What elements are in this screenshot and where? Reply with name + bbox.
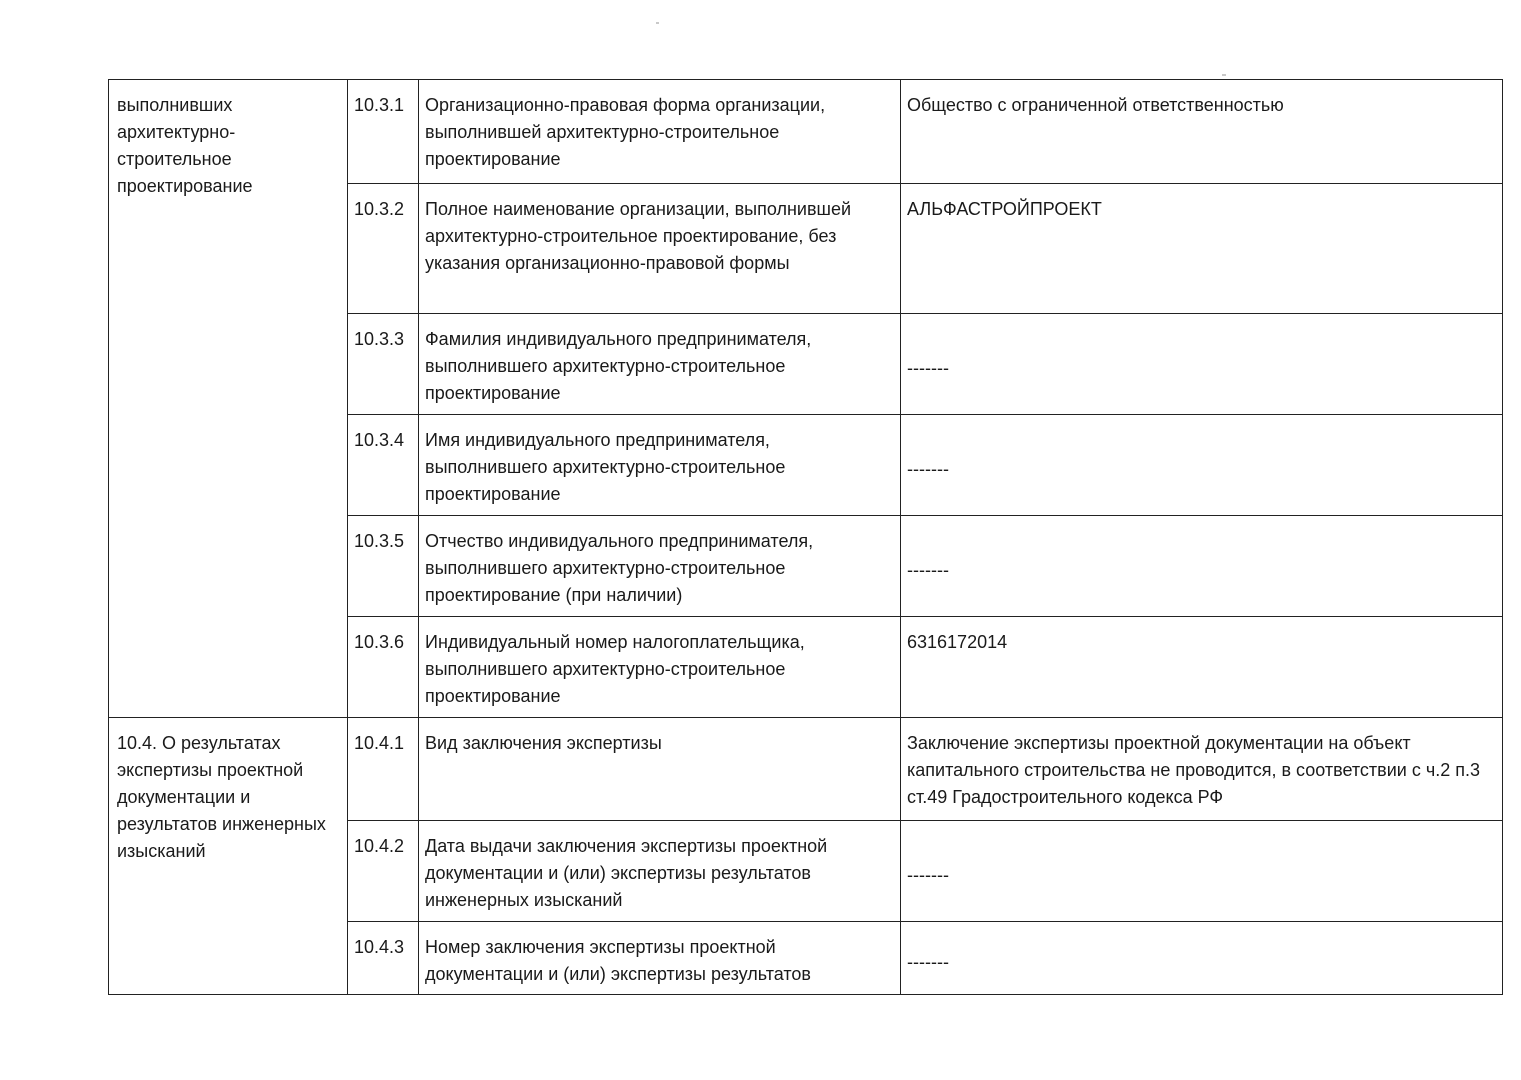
scan-artifact-top [656, 22, 659, 24]
row-value: АЛЬФАСТРОЙПРОЕКТ [901, 184, 1503, 314]
row-label: Отчество индивидуального предпринимателя, выполнившего архитектурно-строительное проектирование (при наличии) [419, 516, 901, 617]
scan-artifact-right [1222, 74, 1226, 76]
row-value: ------- [901, 821, 1503, 922]
row-number: 10.4.1 [348, 718, 419, 821]
row-number: 10.3.6 [348, 617, 419, 718]
row-value: ------- [901, 922, 1503, 995]
row-value: ------- [901, 415, 1503, 516]
table-row [109, 80, 1503, 184]
row-label: Вид заключения экспертизы [419, 718, 901, 821]
document-table [108, 79, 1503, 995]
row-number: 10.3.3 [348, 314, 419, 415]
section-cell: выполнивших архитектурно-строительное проектирование [109, 80, 348, 718]
row-label: Номер заключения экспертизы проектной документации и (или) экспертизы результатов [419, 922, 901, 995]
row-value: Общество с ограниченной ответственностью [901, 80, 1503, 184]
row-number: 10.3.1 [348, 80, 419, 184]
row-number: 10.3.2 [348, 184, 419, 314]
row-label: Полное наименование организации, выполнившей архитектурно-строительное проектирование, без указания организационно-правовой формы [419, 184, 901, 314]
table-row [109, 718, 1503, 821]
row-value: ------- [901, 516, 1503, 617]
row-label: Фамилия индивидуального предпринимателя, выполнившего архитектурно-строительное проектирование [419, 314, 901, 415]
row-number: 10.4.3 [348, 922, 419, 995]
row-label: Дата выдачи заключения экспертизы проектной документации и (или) экспертизы результатов инженерных изысканий [419, 821, 901, 922]
row-label: Индивидуальный номер налогоплательщика, выполнившего архитектурно-строительное проектирование [419, 617, 901, 718]
row-number: 10.4.2 [348, 821, 419, 922]
row-value: ------- [901, 314, 1503, 415]
row-label: Организационно-правовая форма организации, выполнившей архитектурно-строительное проектирование [419, 80, 901, 184]
row-value: Заключение экспертизы проектной документации на объект капитального строительства не проводится, в соответствии с ч.2 п.3 ст.49 Градостроительного кодекса РФ [901, 718, 1503, 821]
section-cell: 10.4. О результатах экспертизы проектной документации и результатов инженерных изысканий [109, 718, 348, 995]
row-number: 10.3.5 [348, 516, 419, 617]
row-label: Имя индивидуального предпринимателя, выполнившего архитектурно-строительное проектирование [419, 415, 901, 516]
row-value: 6316172014 [901, 617, 1503, 718]
row-number: 10.3.4 [348, 415, 419, 516]
